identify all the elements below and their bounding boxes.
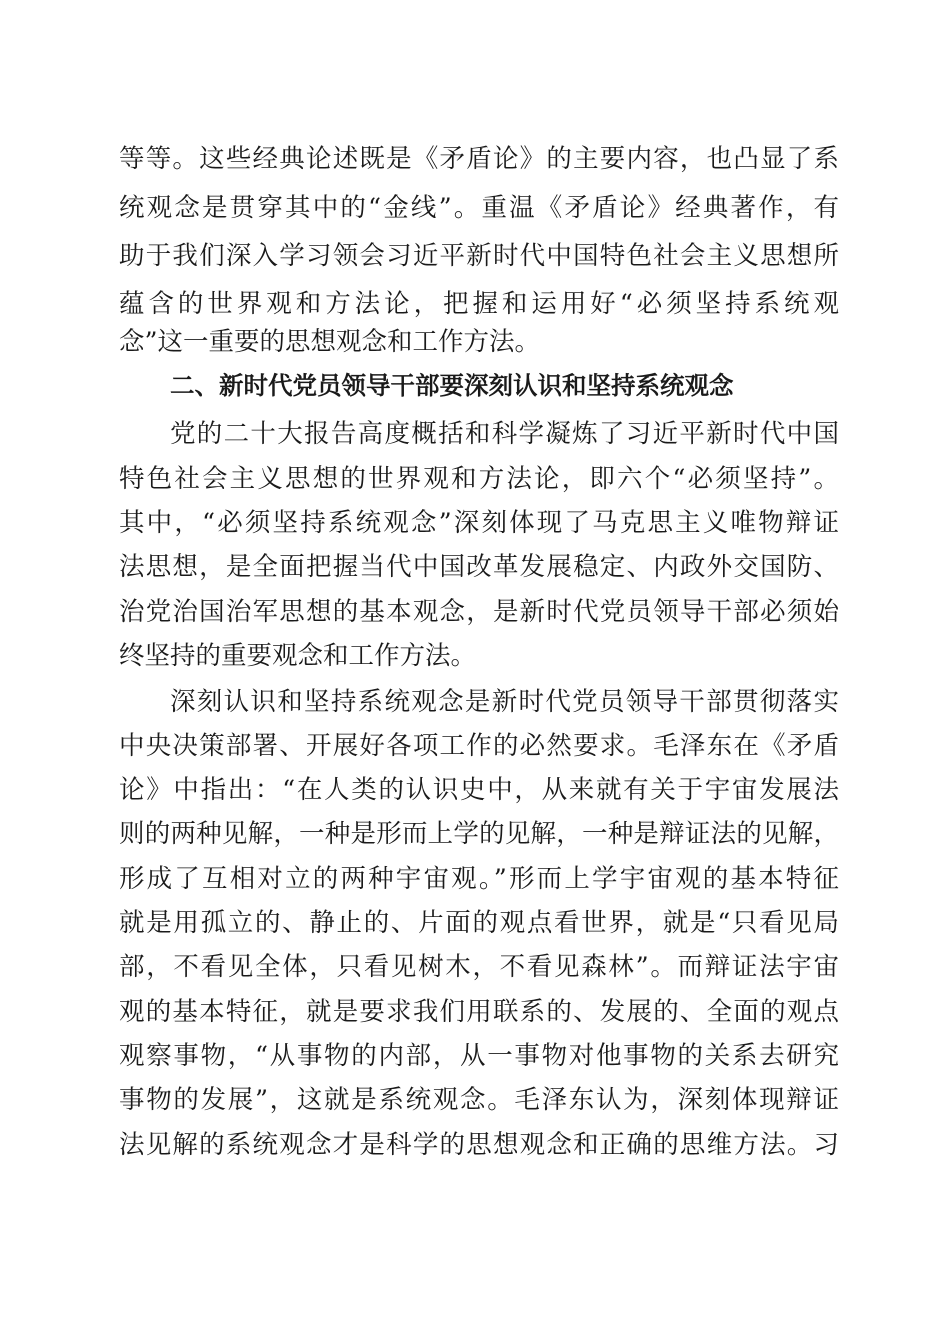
paragraph-1-line: 蕴含的世界观和方法论，把握和运用好“必须坚持系统观 [119, 289, 839, 319]
paragraph-3-line: 观察事物，“从事物的内部，从一事物对他事物的关系去研究 [119, 1041, 839, 1071]
paragraph-3-line: 则的两种见解，一种是形而上学的见解，一种是辩证法的见解， [119, 819, 839, 849]
paragraph-3-line: 论》中指出：“在人类的认识史中，从来就有关于宇宙发展法 [119, 775, 839, 805]
paragraph-3-line: 部，不看见全体，只看见树木，不看见森林”。而辩证法宇宙 [119, 952, 839, 982]
paragraph-1-line: 助于我们深入学习领会习近平新时代中国特色社会主义思想所 [119, 241, 839, 271]
section-heading: 二、新时代党员领导干部要深刻认识和坚持系统观念 [170, 371, 734, 400]
paragraph-3-line: 观的基本特征，就是要求我们用联系的、发展的、全面的观点 [119, 997, 839, 1027]
paragraph-3-line: 形成了互相对立的两种宇宙观。”形而上学宇宙观的基本特征 [119, 864, 839, 894]
paragraph-2-line: 法思想，是全面把握当代中国改革发展稳定、内政外交国防、 [119, 552, 839, 582]
paragraph-2-line: 治党治国治军思想的基本观念，是新时代党员领导干部必须始 [119, 597, 839, 627]
paragraph-3-line: 深刻认识和坚持系统观念是新时代党员领导干部贯彻落实 [170, 687, 839, 717]
paragraph-3-line: 法见解的系统观念才是科学的思想观念和正确的思维方法。习 [119, 1130, 839, 1160]
paragraph-1-line: 等等。这些经典论述既是《矛盾论》的主要内容，也凸显了系 [119, 144, 839, 174]
paragraph-3-line: 中央决策部署、开展好各项工作的必然要求。毛泽东在《矛盾 [119, 731, 839, 761]
paragraph-3-line: 就是用孤立的、静止的、片面的观点看世界，就是“只看见局 [119, 908, 839, 938]
paragraph-3-line: 事物的发展”，这就是系统观念。毛泽东认为，深刻体现辩证 [119, 1085, 839, 1115]
paragraph-2-line: 终坚持的重要观念和工作方法。 [119, 641, 477, 671]
paragraph-1-line: 统观念是贯穿其中的“金线”。重温《矛盾论》经典著作，有 [119, 193, 839, 223]
paragraph-2-line: 其中，“必须坚持系统观念”深刻体现了马克思主义唯物辩证 [119, 508, 839, 538]
paragraph-1-line: 念”这一重要的思想观念和工作方法。 [119, 327, 541, 357]
paragraph-2-line: 特色社会主义思想的世界观和方法论，即六个“必须坚持”。 [119, 464, 839, 494]
paragraph-2-line: 党的二十大报告高度概括和科学凝炼了习近平新时代中国 [170, 419, 839, 449]
